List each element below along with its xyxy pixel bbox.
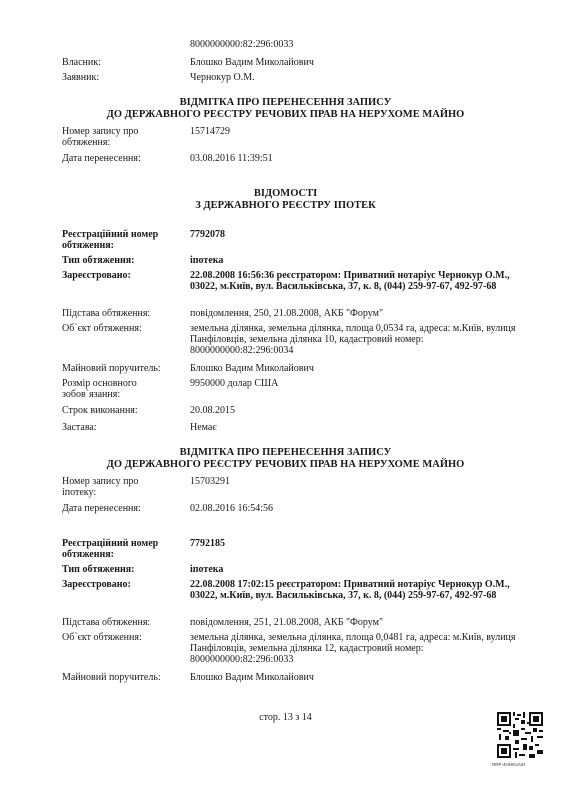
entry2-type-label: Тип обтяження:	[62, 564, 135, 575]
entry2-object-label: Об`єкт обтяження:	[62, 632, 142, 643]
entry1-restriction-label: Застава:	[62, 422, 97, 433]
entry1-term-value: 20.08.2015	[190, 405, 235, 416]
entry1-object-value: земельна ділянка, земельна ділянка, площа 0,0534 га, адреса: м.Київ, вулиця Панфіловців, земельна ділянка 10, кадастровий номер: 8000000000:82:296:0034	[190, 323, 516, 356]
transfer1-title-line1: ВІДМІТКА ПРО ПЕРЕНЕСЕННЯ ЗАПИСУ	[179, 97, 392, 108]
applicant-label: Заявник:	[62, 72, 100, 83]
entry2-type-value: іпотека	[190, 564, 224, 575]
transfer2-record-value: 15703291	[190, 476, 230, 487]
applicant-value: Чернокур О.М.	[190, 72, 255, 83]
owner-label: Власник:	[62, 57, 101, 68]
transfer1-record-value: 15714729	[190, 126, 230, 137]
entry1-restriction-value: Немає	[190, 422, 217, 433]
transfer2-title-line1: ВІДМІТКА ПРО ПЕРЕНЕСЕННЯ ЗАПИСУ	[179, 447, 392, 458]
entry1-basis-value: повідомлення, 250, 21.08.2008, АКБ "Форум"	[190, 308, 384, 319]
cadastral-number: 8000000000:82:296:0033	[190, 39, 294, 50]
owner-value: Блошко Вадим Миколайович	[190, 57, 314, 68]
section-title-line1: ВІДОМОСТІ	[253, 188, 318, 199]
entry1-basis-label: Підстава обтяження:	[62, 308, 151, 319]
entry1-reg-value: 7792078	[190, 229, 225, 240]
entry1-type-value: іпотека	[190, 255, 224, 266]
entry2-reg-label: Реєстраційний номер обтяження:	[62, 538, 159, 560]
section-title-line2: З ДЕРЖАВНОГО РЕЄСТРУ ІПОТЕК	[195, 200, 376, 211]
entry2-guarantor-value: Блошко Вадим Миколайович	[190, 672, 314, 683]
transfer2-title-line2: ДО ДЕРЖАВНОГО РЕЄСТРУ РЕЧОВИХ ПРАВ НА НЕРУХОМЕ МАЙНО	[106, 459, 465, 470]
entry2-basis-label: Підстава обтяження:	[62, 617, 151, 628]
transfer2-record-label: Номер запису про іпотеку:	[62, 476, 139, 498]
entry2-registered-label: Зареєстровано:	[62, 579, 131, 590]
transfer1-title-line2: ДО ДЕРЖАВНОГО РЕЄСТРУ РЕЧОВИХ ПРАВ НА НЕРУХОМЕ МАЙНО	[106, 109, 465, 120]
entry1-type-label: Тип обтяження:	[62, 255, 135, 266]
entry2-guarantor-label: Майновий поручитель:	[62, 672, 161, 683]
entry2-basis-value: повідомлення, 251, 21.08.2008, АКБ "Форум"	[190, 617, 384, 628]
transfer2-date-label: Дата перенесення:	[62, 503, 141, 514]
entry1-guarantor-value: Блошко Вадим Миколайович	[190, 363, 314, 374]
entry1-object-label: Об`єкт обтяження:	[62, 323, 142, 334]
entry2-reg-value: 7792185	[190, 538, 225, 549]
document-code: RRP-4HH0UAIH	[492, 762, 526, 767]
entry1-term-label: Строк виконання:	[62, 405, 138, 416]
entry2-registered-value: 22.08.2008 17:02:15 реєстратором: Приватний нотаріус Чернокур О.М., 03022, м.Київ, вул. Васильківська, 37, к. 8, (044) 259-97-67, 492-97-68	[190, 579, 510, 601]
transfer1-date-label: Дата перенесення:	[62, 153, 141, 164]
page-number: стор. 13 з 14	[259, 712, 312, 723]
entry1-registered-label: Зареєстровано:	[62, 270, 131, 281]
entry1-registered-value: 22.08.2008 16:56:36 реєстратором: Приватний нотаріус Чернокур О.М., 03022, м.Київ, вул. Васильківська, 37, к. 8, (044) 259-97-67, 492-97-68	[190, 270, 510, 292]
entry2-object-value: земельна ділянка, земельна ділянка, площа 0,0481 га, адреса: м.Київ, вулиця Панфіловців, земельна ділянка 12, кадастровий номер: 8000000000:82:296:0033	[190, 632, 516, 665]
transfer1-date-value: 03.08.2016 11:39:51	[190, 153, 273, 164]
transfer2-date-value: 02.08.2016 16:54:56	[190, 503, 274, 514]
transfer1-record-label: Номер запису про обтяження:	[62, 126, 139, 148]
entry1-guarantor-label: Майновий поручитель:	[62, 363, 161, 374]
qr-code-icon	[497, 712, 543, 758]
entry1-reg-label: Реєстраційний номер обтяження:	[62, 229, 159, 251]
entry1-amount-label: Розмір основного зобов`язання:	[62, 378, 137, 400]
entry1-amount-value: 9950000 долар США	[190, 378, 279, 389]
